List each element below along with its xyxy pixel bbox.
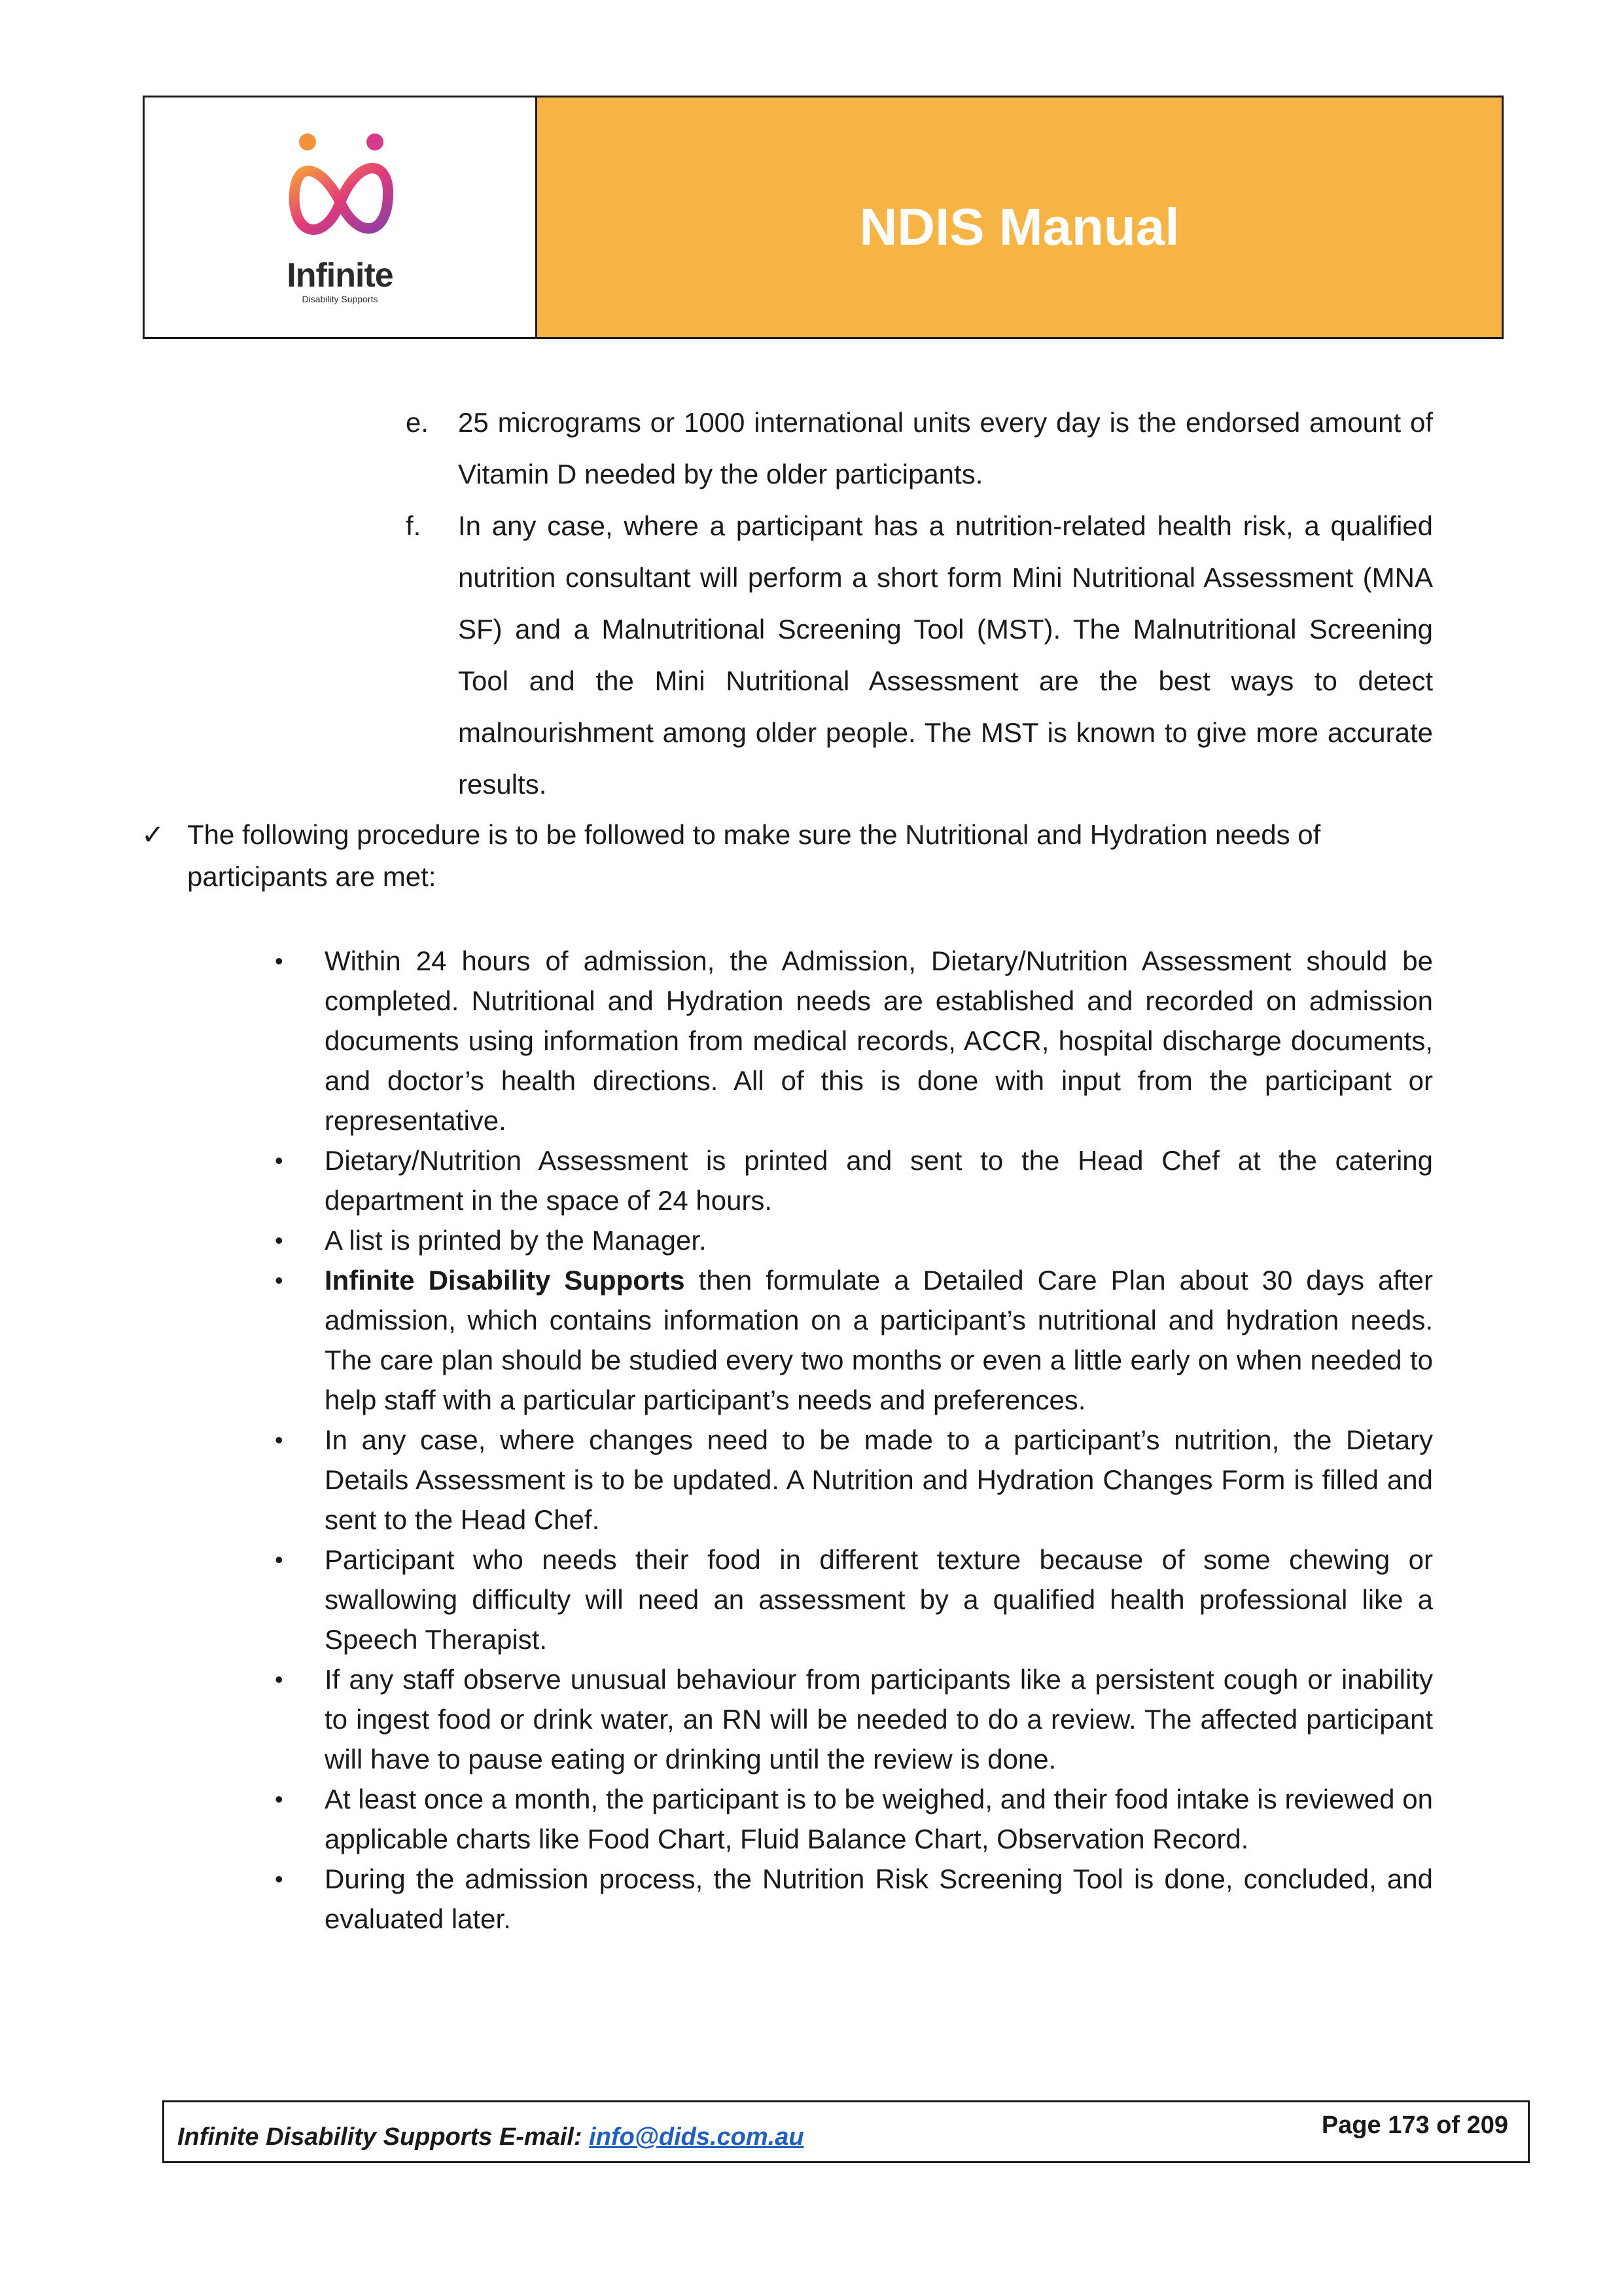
lettered-item bbox=[406, 500, 1433, 810]
bullet-text: Dietary/Nutrition Assessment is printed and sent to the Head Chef at the catering department in the space of 24 hours. bbox=[325, 1145, 1433, 1216]
bullet-bold-text: Infinite Disability Supports bbox=[325, 1265, 685, 1296]
bullet-text: If any staff observe unusual behaviour from participants like a persistent cough or inability to ingest food or drink water, an RN will be needed to do a review. The affected participant will have to pause eating or drinking until the review is done. bbox=[325, 1664, 1433, 1775]
bullet-icon: • bbox=[275, 1267, 283, 1294]
logo-cell bbox=[145, 97, 537, 337]
bullet-item bbox=[275, 1260, 1433, 1420]
bullet-text: During the admission process, the Nutrition Risk Screening Tool is done, concluded, and evaluated later. bbox=[325, 1863, 1433, 1934]
checkmark-icon: ✓ bbox=[141, 819, 165, 850]
page-title: NDIS Manual bbox=[859, 198, 1180, 256]
title-cell bbox=[537, 97, 1502, 337]
page-number: Page 173 of 209 bbox=[1321, 2111, 1508, 2139]
bullet-icon: • bbox=[275, 1865, 283, 1892]
footer-prefix: Infinite Disability Supports E-mail: bbox=[177, 2123, 590, 2151]
company-logo bbox=[278, 130, 402, 304]
bullet-item bbox=[275, 1220, 1433, 1260]
bullet-item bbox=[275, 941, 1433, 1140]
infinity-logo-icon bbox=[278, 130, 402, 261]
bullet-text: A list is printed by the Manager. bbox=[325, 1225, 707, 1256]
bullet-item bbox=[275, 1859, 1433, 1939]
bullet-icon: • bbox=[275, 1786, 283, 1812]
bullet-text: then formulate a Detailed Care Plan about 30 days after admission, which contains information on a participant’s nutritional and hydration needs. The care plan should be studied every two months or even a little early on when needed to help staff with a particular participant’s needs and preferences. bbox=[325, 1265, 1433, 1415]
bullet-icon: • bbox=[275, 947, 283, 974]
bullet-text: In any case, where changes need to be made to a participant’s nutrition, the Dietary Details Assessment is to be updated. A Nutrition and Hydration Changes Form is filled and sent to the Head Chef. bbox=[325, 1424, 1433, 1535]
bullet-item bbox=[275, 1420, 1433, 1540]
page-footer bbox=[162, 2100, 1530, 2163]
page-header bbox=[143, 96, 1504, 339]
bullet-icon: • bbox=[275, 1147, 283, 1174]
footer-contact bbox=[177, 2123, 804, 2151]
bullet-text: Within 24 hours of admission, the Admission, Dietary/Nutrition Assessment should be completed. Nutritional and Hydration needs are established and recorded on admission documents using information from medical records, ACCR, hospital discharge documents, and doctor’s health directions. All of this is done with input from the participant or representative. bbox=[325, 945, 1433, 1136]
list-marker: f. bbox=[406, 510, 421, 541]
bullet-item bbox=[275, 1140, 1433, 1220]
procedure-intro bbox=[141, 814, 1433, 898]
lettered-item bbox=[406, 397, 1433, 500]
bullet-icon: • bbox=[275, 1227, 283, 1254]
procedure-intro-text: The following procedure is to be followed to make sure the Nutritional and Hydration needs of participants are met: bbox=[187, 819, 1321, 892]
email-link[interactable]: info@dids.com.au bbox=[589, 2123, 804, 2151]
list-item-text: 25 micrograms or 1000 international units every day is the endorsed amount of Vitamin D needed by the older participants. bbox=[458, 407, 1433, 489]
bullet-icon: • bbox=[275, 1426, 283, 1453]
bullet-text: At least once a month, the participant is to be weighed, and their food intake is reviewed on applicable charts like Food Chart, Fluid Balance Chart, Observation Record. bbox=[325, 1784, 1433, 1854]
logo-subtitle: Disability Supports bbox=[302, 294, 378, 304]
bullet-text: Participant who needs their food in different texture because of some chewing or swallowing difficulty will need an assessment by a qualified health professional like a Speech Therapist. bbox=[325, 1544, 1433, 1655]
bullet-icon: • bbox=[275, 1546, 283, 1573]
logo-wordmark: Infinite bbox=[287, 256, 393, 294]
list-marker: e. bbox=[406, 407, 429, 438]
bullet-item bbox=[275, 1659, 1433, 1779]
procedure-bullet-list bbox=[275, 941, 1433, 1939]
bullet-icon: • bbox=[275, 1666, 283, 1693]
bullet-item bbox=[275, 1540, 1433, 1659]
lettered-list bbox=[406, 397, 1433, 810]
list-item-text: In any case, where a participant has a nutrition-related health risk, a qualified nutrition consultant will perform a short form Mini Nutritional Assessment (MNA SF) and a Malnutritional Screening Tool (MST). The Malnutritional Screening Tool and the Mini Nutritional Assessment are the best ways to detect malnourishment among older people. The MST is known to give more accurate results. bbox=[458, 510, 1433, 800]
bullet-item bbox=[275, 1779, 1433, 1859]
